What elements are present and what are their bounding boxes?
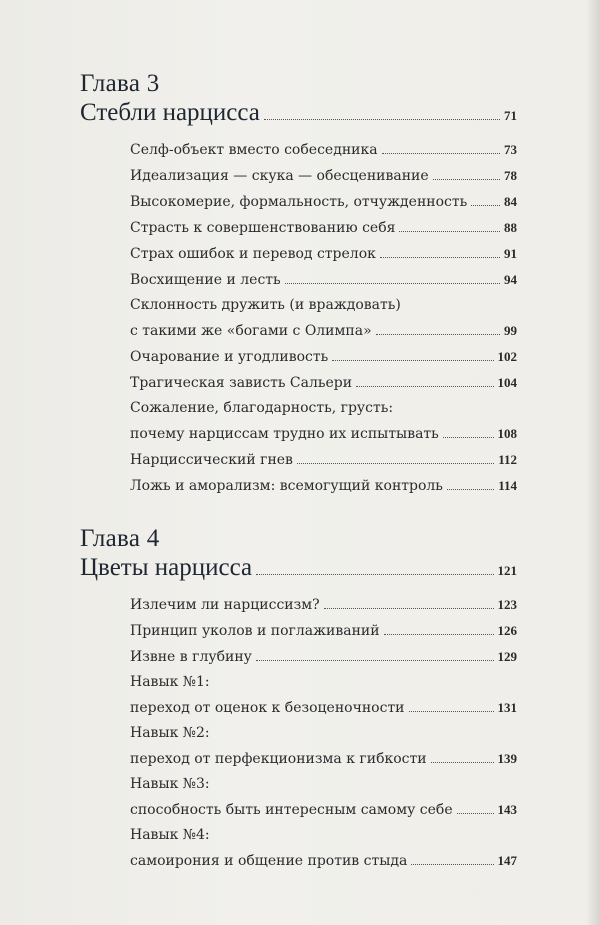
- entry-text-line: Селф-объект вместо собеседника: [130, 142, 378, 158]
- toc-entry[interactable]: [130, 163, 517, 189]
- dot-leader: [324, 608, 494, 609]
- entry-page-number: 108: [497, 426, 517, 441]
- dot-leader: [433, 179, 500, 180]
- entry-page-number: 102: [497, 349, 517, 364]
- entry-row: [130, 618, 517, 644]
- entry-text-line: Навык №3:: [130, 776, 210, 792]
- toc-entry[interactable]: [130, 241, 517, 267]
- entry-page-number: 147: [497, 853, 517, 868]
- chapter-title: Стебли нарцисса: [80, 99, 260, 126]
- toc-entry[interactable]: [130, 592, 517, 618]
- chapter-page-number: 121: [497, 563, 517, 578]
- entry-text-line: Трагическая зависть Сальери: [130, 375, 353, 391]
- dot-leader: [285, 283, 500, 284]
- entry-text-line: Излечим ли нарциссизм?: [130, 597, 320, 613]
- entry-page-number: 88: [504, 220, 517, 235]
- entry-page-number: 94: [504, 272, 517, 287]
- dot-leader: [447, 489, 494, 490]
- entry-row: [130, 473, 517, 499]
- entry-text-line: Навык №2:: [130, 725, 210, 741]
- entry-page-number: 84: [504, 194, 517, 209]
- toc-entry[interactable]: [130, 721, 517, 772]
- entry-text-line: Очарование и угодливость: [130, 349, 329, 365]
- entry-row: [130, 592, 517, 618]
- entry-row: [130, 163, 517, 189]
- dot-leader: [256, 574, 493, 575]
- toc-entry[interactable]: [130, 447, 517, 473]
- chapter-section: [80, 70, 517, 499]
- entry-row: [130, 370, 517, 396]
- entry-row: [130, 267, 517, 293]
- dot-leader: [297, 463, 494, 464]
- entry-text-line: Навык №1:: [130, 674, 210, 690]
- entry-row: [130, 848, 517, 874]
- entry-text-line: Навык №4:: [130, 827, 210, 843]
- entry-page-number: 131: [497, 700, 517, 715]
- chapter-title: Цветы нарцисса: [80, 554, 253, 581]
- entry-page-number: 139: [497, 751, 517, 766]
- entry-row: [130, 137, 517, 163]
- entry-row: [130, 746, 517, 772]
- dot-leader: [380, 257, 500, 258]
- dot-leader: [376, 334, 500, 335]
- entry-text-line: самоирония и общение против стыда: [130, 853, 408, 869]
- entry-page-number: 73: [504, 142, 517, 157]
- entry-text-line: Высокомерие, формальность, отчужденность: [130, 194, 468, 210]
- chapter-page-number: 71: [504, 108, 517, 123]
- entry-page-number: 126: [497, 623, 517, 638]
- entry-text-line: переход от перфекционизма к гибкости: [130, 751, 427, 767]
- dot-leader: [264, 119, 500, 120]
- entry-text-line: Идеализация — скука — обесценивание: [130, 168, 429, 184]
- entry-page-number: 104: [497, 375, 517, 390]
- dot-leader: [332, 360, 493, 361]
- entry-page-number: 99: [504, 323, 517, 338]
- entry-text-line: Страх ошибок и перевод стрелок: [130, 246, 376, 262]
- chapter-label: Глава 4: [80, 525, 160, 552]
- toc-entry[interactable]: [130, 293, 517, 344]
- chapter-section: [80, 525, 517, 874]
- entry-text-line: Страсть к совершенствованию себя: [130, 220, 396, 236]
- table-of-contents: [80, 70, 517, 874]
- entry-row: [130, 695, 517, 721]
- entry-text-line: Восхищение и лесть: [130, 272, 281, 288]
- entry-page-number: 91: [504, 246, 517, 261]
- chapter-label: Глава 3: [80, 70, 160, 97]
- entry-row: [130, 447, 517, 473]
- entry-row: [130, 344, 517, 370]
- toc-entry[interactable]: [130, 823, 517, 874]
- chapter-title-row[interactable]: [80, 98, 517, 131]
- toc-entry[interactable]: [130, 618, 517, 644]
- entry-row: [130, 241, 517, 267]
- toc-entry[interactable]: [130, 215, 517, 241]
- chapter-entries: [130, 137, 517, 499]
- toc-entry[interactable]: [130, 137, 517, 163]
- dot-leader: [443, 437, 494, 438]
- dot-leader: [431, 762, 494, 763]
- chapter-title-row[interactable]: [80, 553, 517, 586]
- entry-text-line: Нарциссический гнев: [130, 452, 293, 468]
- entry-page-number: 129: [497, 649, 517, 664]
- dot-leader: [471, 205, 500, 206]
- dot-leader: [384, 634, 494, 635]
- entry-text-line: Принцип уколов и поглаживаний: [130, 623, 380, 639]
- entry-text-line: переход от оценок к безоценочности: [130, 700, 405, 716]
- entry-page-number: 143: [497, 802, 517, 817]
- dot-leader: [356, 386, 493, 387]
- toc-entry[interactable]: [130, 396, 517, 447]
- entry-text-line: способность быть интересным самому себе: [130, 802, 453, 818]
- chapter-entries: [130, 592, 517, 874]
- dot-leader: [256, 660, 494, 661]
- entry-row: [130, 797, 517, 823]
- entry-text-line: Ложь и аморализм: всемогущий контроль: [130, 478, 443, 494]
- chapter-gap: [80, 499, 517, 525]
- entry-row: [130, 644, 517, 670]
- entry-row: [130, 318, 517, 344]
- toc-entry[interactable]: [130, 370, 517, 396]
- entry-row: [130, 189, 517, 215]
- toc-entry[interactable]: [130, 344, 517, 370]
- dot-leader: [382, 153, 500, 154]
- dot-leader: [411, 864, 493, 865]
- toc-entry[interactable]: [130, 644, 517, 670]
- entry-text-line: Склонность дружить (и враждовать): [130, 297, 401, 313]
- toc-entry[interactable]: [130, 189, 517, 215]
- page-edge-shadow: [586, 0, 600, 925]
- entry-page-number: 78: [504, 168, 517, 183]
- dot-leader: [409, 711, 494, 712]
- dot-leader: [399, 231, 500, 232]
- toc-entry[interactable]: [130, 772, 517, 823]
- entry-text-line: с такими же «богами с Олимпа»: [130, 323, 372, 339]
- toc-entry[interactable]: [130, 473, 517, 499]
- entry-text-line: Сожаление, благодарность, грусть:: [130, 400, 394, 416]
- entry-row: [130, 215, 517, 241]
- toc-entry[interactable]: [130, 670, 517, 721]
- entry-page-number: 112: [498, 452, 517, 467]
- toc-entry[interactable]: [130, 267, 517, 293]
- entry-row: [130, 421, 517, 447]
- entry-page-number: 123: [497, 597, 517, 612]
- dot-leader: [457, 813, 494, 814]
- entry-page-number: 114: [498, 478, 517, 493]
- entry-text-line: Извне в глубину: [130, 649, 252, 665]
- entry-text-line: почему нарциссам трудно их испытывать: [130, 426, 439, 442]
